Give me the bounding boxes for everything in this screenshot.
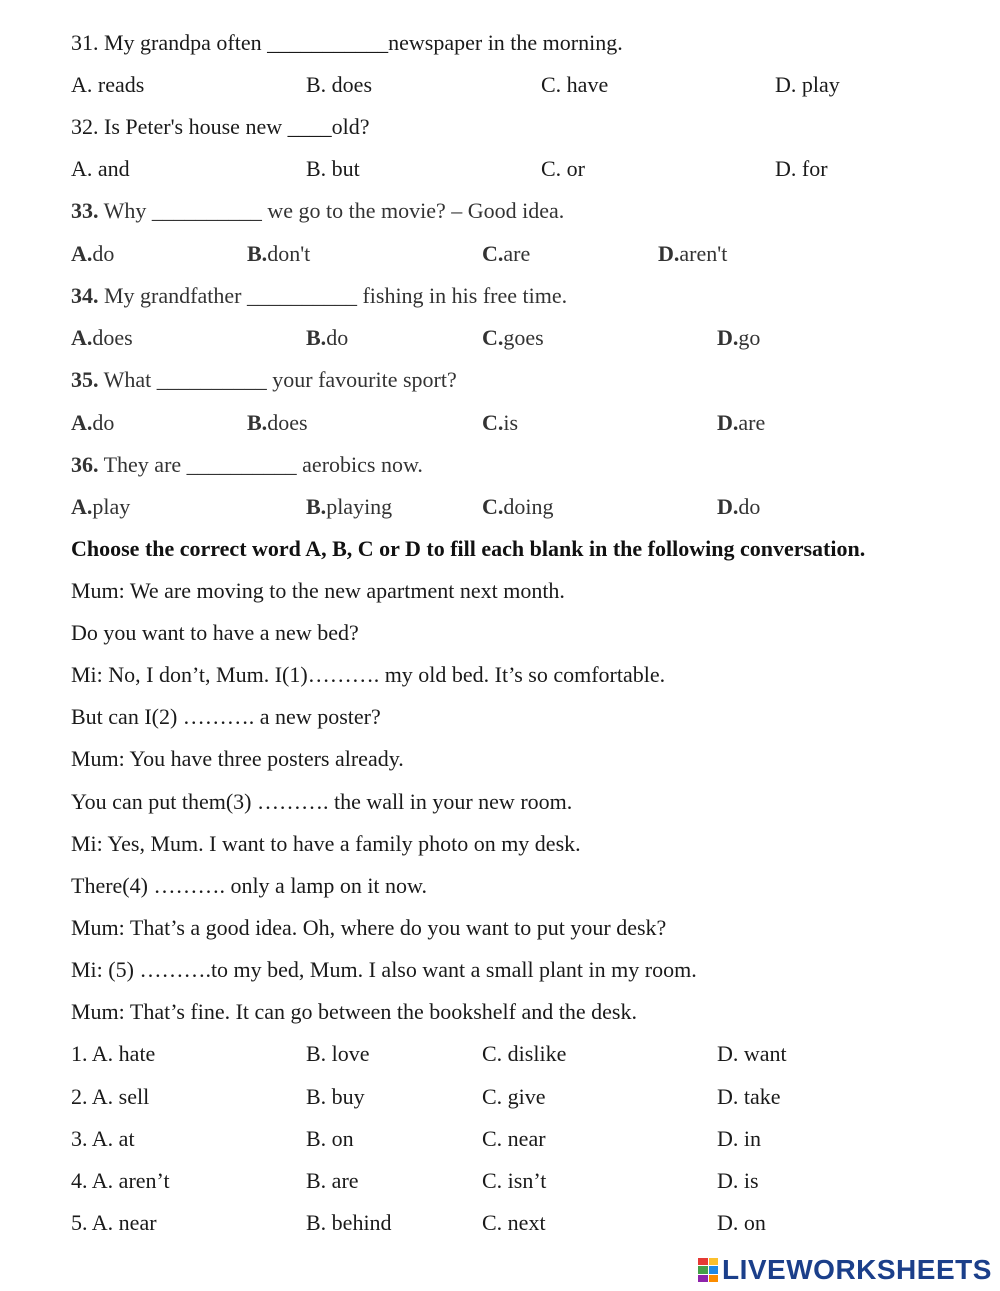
option-d[interactable]: D.are (717, 410, 766, 435)
question-34: 34. My grandfather __________ fishing in his free time. (71, 283, 568, 308)
dialogue-line: Mum: That’s fine. It can go between the bookshelf and the desk. (71, 999, 637, 1024)
question-36: 36. They are __________ aerobics now. (71, 452, 423, 477)
option-d[interactable]: D.aren't (658, 241, 728, 266)
dialogue-line: Mum: You have three posters already. (71, 746, 404, 771)
option-d[interactable]: D.go (717, 325, 761, 350)
option-d[interactable]: D. want (717, 1041, 787, 1066)
dialogue-line: There(4) ………. only a lamp on it now. (71, 873, 427, 898)
dialogue-line: Mi: Yes, Mum. I want to have a family photo on my desk. (71, 831, 581, 856)
option-b[interactable]: B. are (306, 1168, 359, 1193)
option-b[interactable]: B.does (247, 410, 308, 435)
option-a[interactable]: A. and (71, 156, 130, 181)
option-d[interactable]: D.do (717, 494, 761, 519)
option-a[interactable]: A.do (71, 410, 115, 435)
logo-square (698, 1258, 708, 1265)
question-31: 31. My grandpa often ___________newspaper in the morning. (71, 30, 623, 55)
option-d[interactable]: D. in (717, 1126, 761, 1151)
option-d[interactable]: D. take (717, 1084, 781, 1109)
option-a[interactable]: A.do (71, 241, 115, 266)
option-b[interactable]: B. does (306, 72, 372, 97)
dialogue-line: Mum: We are moving to the new apartment next month. (71, 578, 565, 603)
dialogue-line: But can I(2) ………. a new poster? (71, 704, 381, 729)
option-a[interactable]: 2. A. sell (71, 1084, 150, 1109)
option-a[interactable]: 3. A. at (71, 1126, 135, 1151)
option-c[interactable]: C. dislike (482, 1041, 567, 1066)
question-32: 32. Is Peter's house new ____old? (71, 114, 370, 139)
section-instruction: Choose the correct word A, B, C or D to fill each blank in the following conversation. (71, 536, 866, 561)
logo-square (709, 1258, 719, 1265)
dialogue-line: Mum: That’s a good idea. Oh, where do you want to put your desk? (71, 915, 667, 940)
option-b[interactable]: B. behind (306, 1210, 392, 1235)
option-d[interactable]: D. on (717, 1210, 766, 1235)
option-a[interactable]: A. reads (71, 72, 145, 97)
option-a[interactable]: 4. A. aren’t (71, 1168, 170, 1193)
option-b[interactable]: B. love (306, 1041, 370, 1066)
liveworksheets-logo[interactable] (698, 1255, 992, 1285)
question-35: 35. What __________ your favourite sport? (71, 367, 457, 392)
question-33: 33. Why __________ we go to the movie? – Good idea. (71, 198, 565, 223)
logo-mark-icon (698, 1258, 718, 1282)
option-d[interactable]: D. for (775, 156, 828, 181)
option-c[interactable]: C. near (482, 1126, 546, 1151)
option-c[interactable]: C. have (541, 72, 609, 97)
option-b[interactable]: B. but (306, 156, 360, 181)
option-c[interactable]: C.goes (482, 325, 544, 350)
option-c[interactable]: C. give (482, 1084, 546, 1109)
option-c[interactable]: C. or (541, 156, 585, 181)
option-d[interactable]: D. play (775, 72, 840, 97)
option-c[interactable]: C.doing (482, 494, 554, 519)
option-b[interactable]: B. on (306, 1126, 354, 1151)
logo-square (709, 1275, 719, 1282)
logo-text: LIVEWORKSHEETS (722, 1254, 992, 1285)
option-d[interactable]: D. is (717, 1168, 759, 1193)
dialogue-line: Mi: No, I don’t, Mum. I(1)………. my old bed. It’s so comfortable. (71, 662, 666, 687)
option-b[interactable]: B. buy (306, 1084, 365, 1109)
option-c[interactable]: C.are (482, 241, 531, 266)
option-c[interactable]: C. next (482, 1210, 546, 1235)
option-a[interactable]: 5. A. near (71, 1210, 157, 1235)
option-b[interactable]: B.playing (306, 494, 393, 519)
option-a[interactable]: 1. A. hate (71, 1041, 156, 1066)
option-a[interactable]: A.does (71, 325, 133, 350)
logo-square (698, 1275, 708, 1282)
option-c[interactable]: C.is (482, 410, 519, 435)
option-b[interactable]: B.don't (247, 241, 311, 266)
logo-square (709, 1266, 719, 1273)
logo-square (698, 1266, 708, 1273)
option-c[interactable]: C. isn’t (482, 1168, 547, 1193)
dialogue-line: Do you want to have a new bed? (71, 620, 359, 645)
dialogue-line: You can put them(3) ………. the wall in your new room. (71, 789, 573, 814)
option-b[interactable]: B.do (306, 325, 349, 350)
dialogue-line: Mi: (5) ……….to my bed, Mum. I also want a small plant in my room. (71, 957, 697, 982)
option-a[interactable]: A.play (71, 494, 131, 519)
